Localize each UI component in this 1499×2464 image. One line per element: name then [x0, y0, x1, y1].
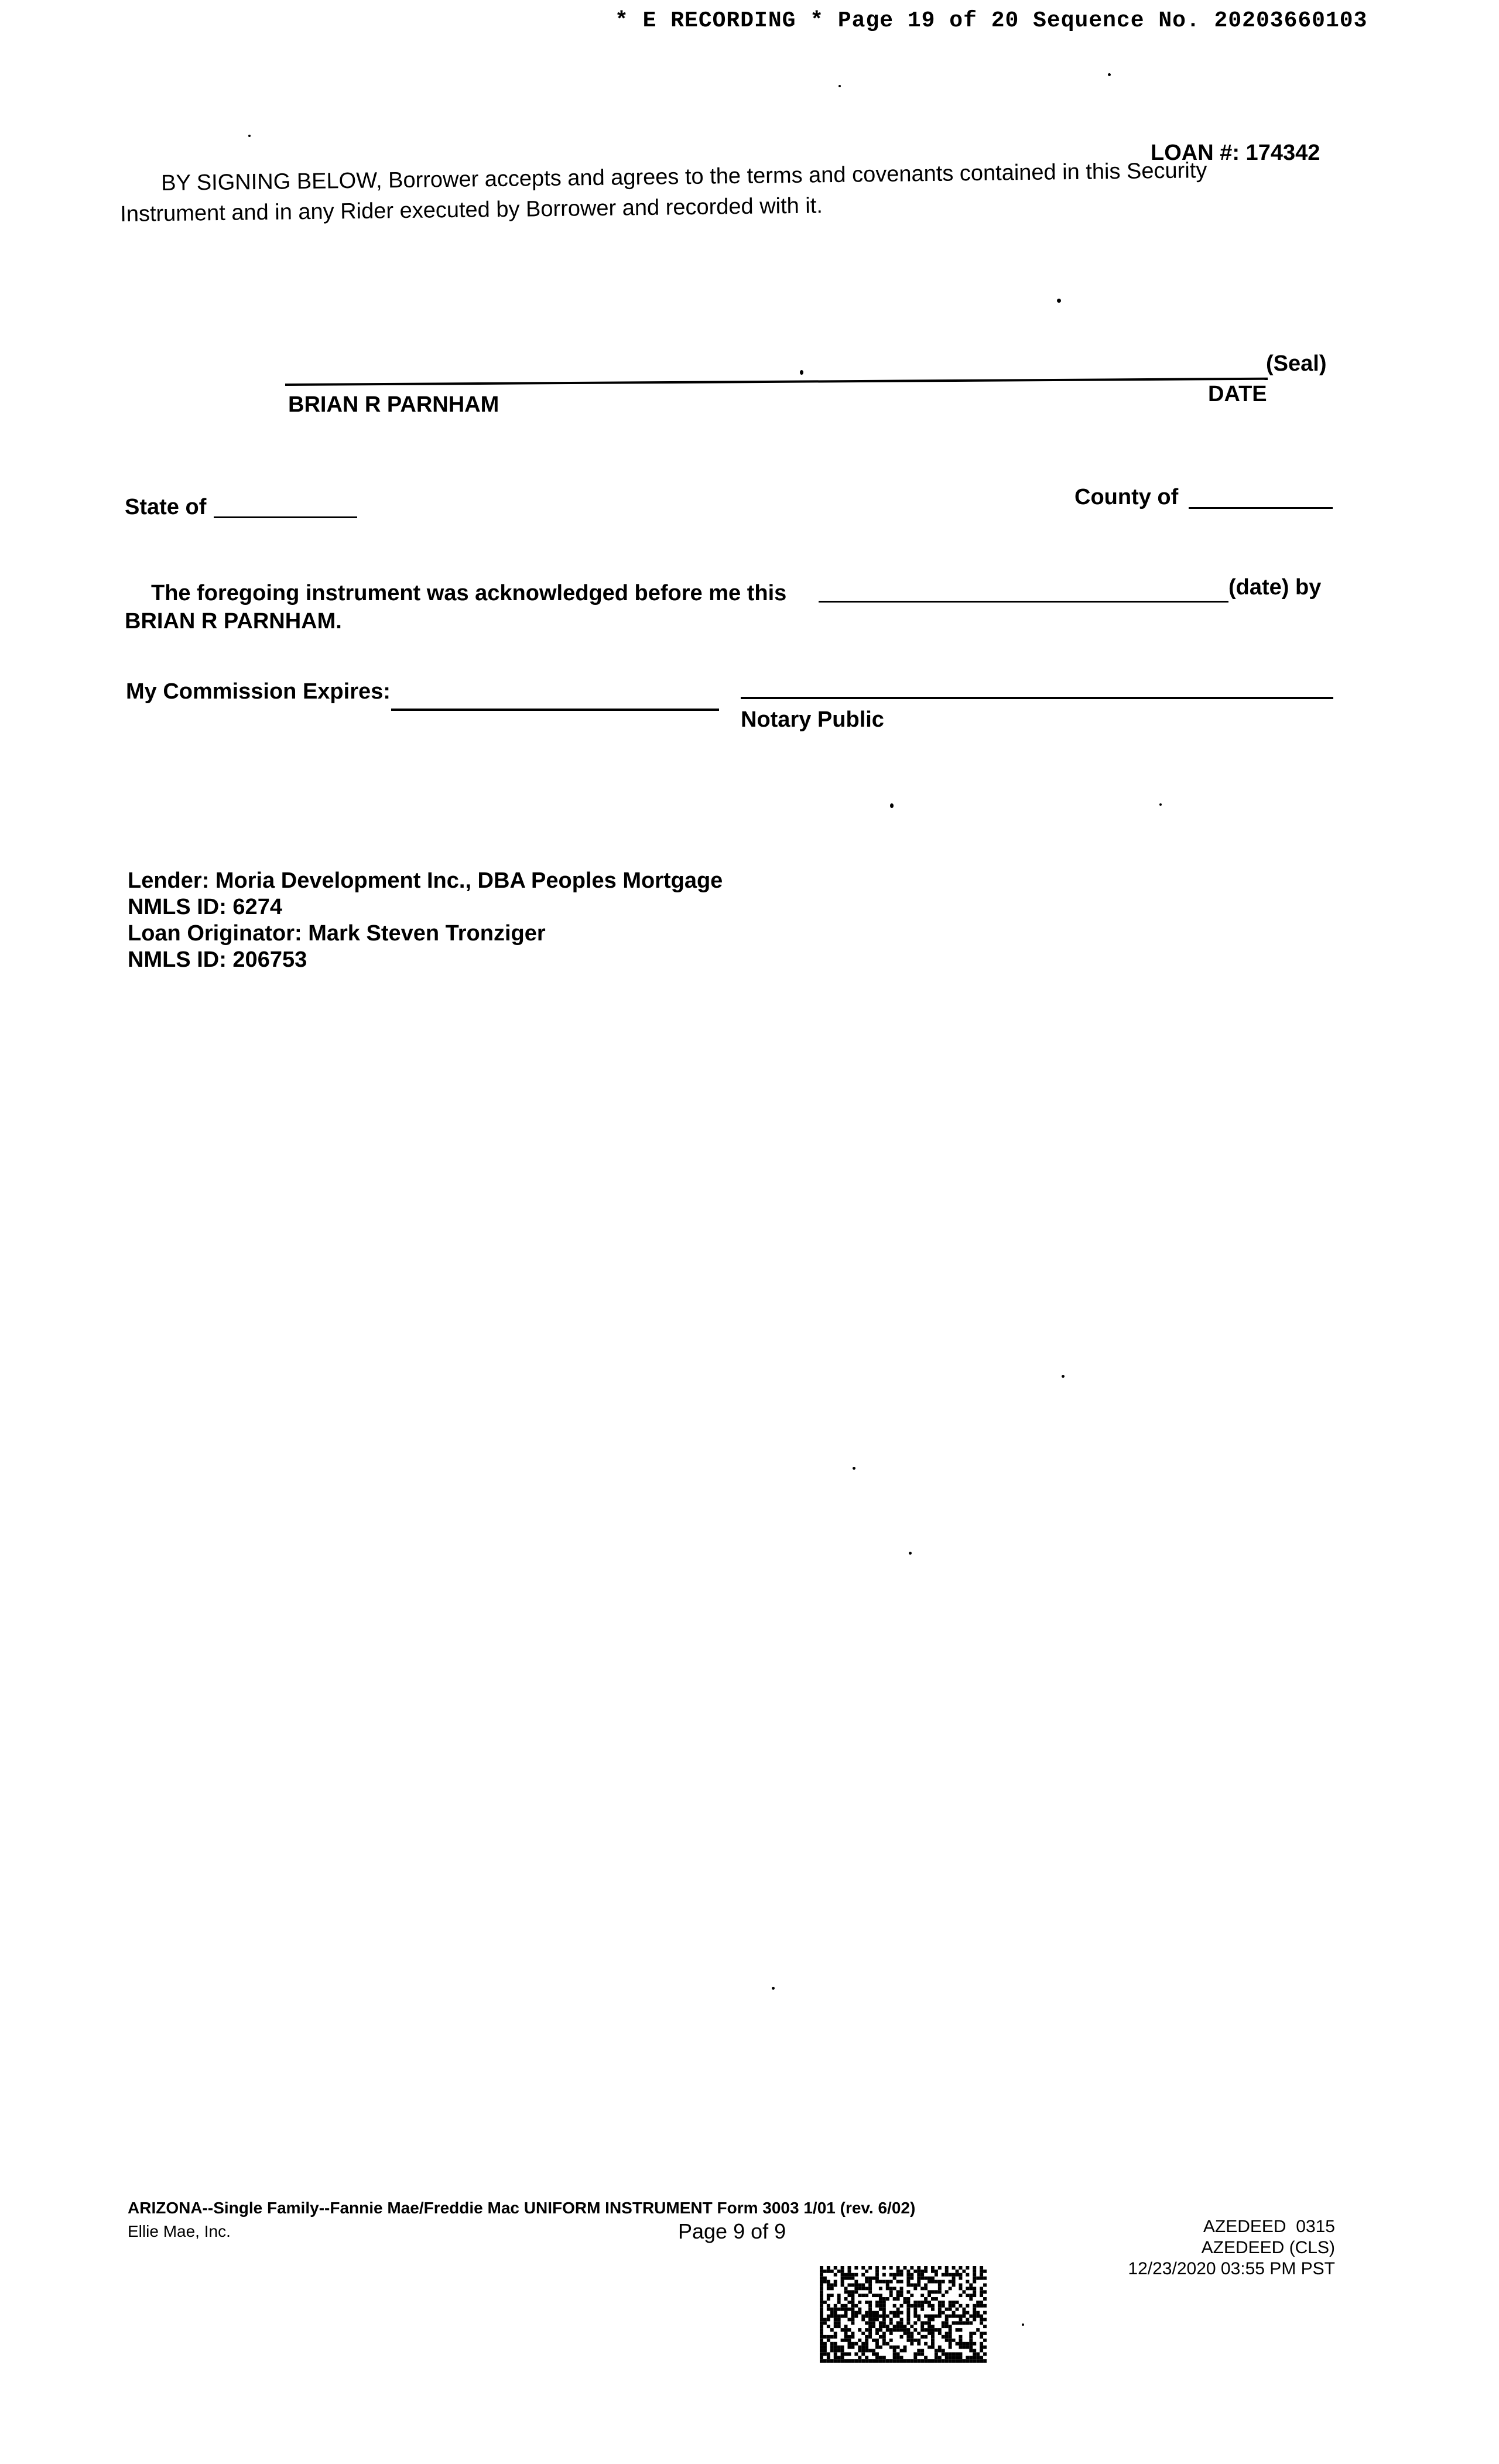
scan-speck — [1159, 803, 1162, 806]
date-by-label: (date) by — [1228, 575, 1322, 600]
form-code-2: AZEDEED (CLS) — [1201, 2238, 1335, 2257]
lender-line: Lender: Moria Development Inc., DBA Peoples Mortgage — [128, 868, 723, 893]
lender-nmls: NMLS ID: 6274 — [128, 895, 282, 919]
loan-number: LOAN #: 174342 — [1151, 141, 1320, 165]
scan-speck — [248, 135, 251, 137]
company-name: Ellie Mae, Inc. — [128, 2222, 231, 2240]
lender-block — [128, 868, 723, 973]
county-blank-line — [1189, 507, 1333, 509]
intro-line-1: BY SIGNING BELOW, Borrower accepts and agrees to the terms and covenants contained in this Security — [161, 158, 1207, 196]
state-blank-line — [214, 516, 357, 518]
form-code-1: AZEDEED 0315 — [1203, 2217, 1335, 2236]
footer-timestamp: 12/23/2020 03:55 PM PST — [1128, 2259, 1335, 2278]
recording-header: * E RECORDING * Page 19 of 20 Sequence No. 20203660103 — [615, 8, 1368, 33]
notary-signature-line — [741, 697, 1333, 699]
notary-public-label: Notary Public — [741, 707, 884, 732]
commission-expires-label: My Commission Expires: — [126, 679, 391, 704]
form-title: ARIZONA--Single Family--Fannie Mae/Freddie Mac UNIFORM INSTRUMENT Form 3003 1/01 (rev. 6/02) — [128, 2199, 916, 2217]
scan-speck — [839, 85, 841, 87]
intro-line-2: Instrument and in any Rider executed by Borrower and recorded with it. — [120, 193, 823, 227]
scan-speck — [1062, 1375, 1065, 1378]
scan-speck — [890, 803, 894, 808]
seal-label: (Seal) — [1266, 351, 1327, 376]
county-label: County of — [1074, 485, 1179, 509]
state-label: State of — [125, 495, 207, 519]
originator-line: Loan Originator: Mark Steven Tronziger — [128, 921, 546, 946]
scan-speck — [800, 370, 803, 375]
scan-speck — [1057, 299, 1061, 303]
scan-speck — [772, 1987, 775, 1990]
borrower-name: BRIAN R PARNHAM — [288, 392, 499, 417]
scan-speck — [1022, 2323, 1024, 2326]
acknowledged-name: BRIAN R PARNHAM. — [125, 609, 342, 634]
borrower-signature-line — [285, 378, 1268, 386]
scan-speck — [909, 1552, 912, 1555]
acknowledgment-text: The foregoing instrument was acknowledged before me this — [151, 581, 787, 605]
datamatrix-barcode-icon — [820, 2266, 987, 2363]
acknowledgment-date-line — [819, 601, 1228, 603]
date-label: DATE — [1208, 382, 1267, 406]
scan-speck — [1108, 73, 1111, 76]
scan-speck — [853, 1467, 855, 1470]
commission-expires-line — [391, 709, 719, 711]
form-codes — [1107, 2216, 1335, 2280]
page-number: Page 9 of 9 — [678, 2219, 786, 2243]
originator-nmls: NMLS ID: 206753 — [128, 947, 307, 972]
